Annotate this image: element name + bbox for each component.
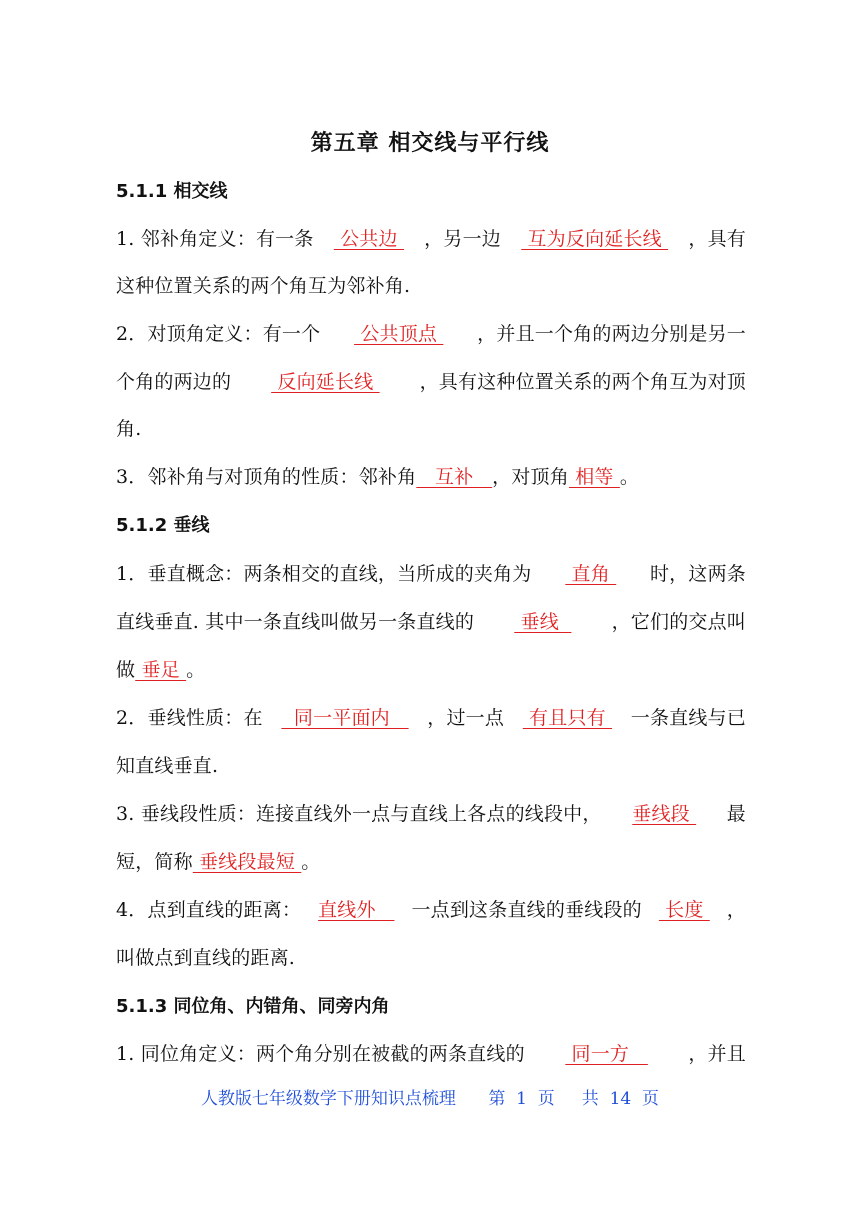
text: 短，简称: [116, 851, 193, 873]
page-footer: 人教版七年级数学下册知识点梳理 第 1 页 共 14 页: [200, 1089, 660, 1109]
text: 直线垂直. 其中一条直线叫做另一条直线的: [116, 611, 475, 633]
text: ，具有这种位置关系的两个角互为对顶: [419, 371, 746, 393]
paragraph-line: [116, 319, 746, 346]
text: 这种位置关系的两个角互为邻补角.: [116, 275, 411, 297]
answer-blank: 同一方: [565, 1043, 648, 1065]
paragraph-line: [116, 655, 746, 682]
paragraph-line: [116, 224, 746, 251]
paragraph-line: [116, 703, 746, 730]
answer-blank: 互补: [416, 466, 493, 488]
text: 一条直线与已: [630, 707, 746, 729]
paragraph-line: [116, 751, 746, 778]
answer-blank: 公共顶点: [354, 323, 444, 345]
paragraph-line: [116, 271, 746, 298]
paragraph-line: [116, 1039, 746, 1066]
section-heading-5-1-2: 5.1.2 垂线: [116, 515, 210, 536]
paragraph-line: [116, 367, 746, 394]
text: 知直线垂直.: [116, 755, 219, 777]
text: 叫做点到直线的距离.: [116, 947, 296, 969]
answer-blank: 互为反向延长线: [521, 228, 669, 250]
answer-blank: 公共边: [333, 228, 404, 250]
answer-blank: 直角: [565, 563, 617, 585]
text: 4．点到直线的距离：: [116, 899, 302, 921]
text: 2．对顶角定义：有一个: [116, 323, 321, 345]
text: ，: [726, 899, 746, 921]
text: 。: [619, 466, 640, 488]
text: 3．邻补角与对顶角的性质：邻补角: [116, 466, 417, 488]
text: 最: [726, 803, 746, 825]
section-heading-5-1-3: 5.1.3 同位角、内错角、同旁内角: [116, 996, 390, 1017]
text: 角.: [116, 418, 142, 440]
text: 。: [301, 851, 321, 873]
paragraph-line: [116, 462, 746, 489]
answer-blank: 垂足: [135, 659, 187, 681]
text: 1. 邻补角定义：有一条: [116, 228, 314, 250]
answer-blank: 相等: [568, 466, 620, 488]
text: ，它们的交点叫: [611, 611, 746, 633]
text: 。: [186, 659, 206, 681]
paragraph-line: [116, 414, 746, 441]
paragraph-line: [116, 847, 746, 874]
answer-blank: 垂线段: [632, 803, 697, 825]
text: ，具有: [688, 228, 746, 250]
text: ，对顶角: [492, 466, 569, 488]
answer-blank: 同一平面内: [281, 707, 409, 729]
paragraph-line: [116, 607, 746, 634]
answer-blank: 垂线: [514, 611, 572, 633]
answer-blank: 垂线段最短: [192, 851, 302, 873]
text: 2．垂线性质：在: [116, 707, 263, 729]
text: ，并且一个角的两边分别是另一: [477, 323, 746, 345]
chapter-title: 第五章 相交线与平行线: [310, 130, 550, 156]
text: ，过一点: [427, 707, 505, 729]
answer-blank: 有且只有: [522, 707, 613, 729]
section-heading-5-1-1: 5.1.1 相交线: [116, 181, 228, 202]
paragraph-line: [116, 943, 746, 970]
text: 时，这两条: [649, 563, 746, 585]
text: ，另一边: [424, 228, 501, 250]
text: 1．垂直概念：两条相交的直线，当所成的夹角为: [116, 563, 532, 585]
paragraph-line: [116, 895, 746, 922]
answer-blank: 直线外: [318, 899, 395, 921]
answer-blank: 反向延长线: [271, 371, 380, 393]
text: 一点到这条直线的垂线段的: [411, 899, 642, 921]
paragraph-line: [116, 799, 746, 826]
text: 个角的两边的: [116, 371, 232, 393]
paragraph-line: [116, 559, 746, 586]
answer-blank: 长度: [658, 899, 710, 921]
text: ，并且: [688, 1043, 746, 1065]
text: 做: [116, 659, 136, 681]
text: 1. 同位角定义：两个角分别在被截的两条直线的: [116, 1043, 525, 1065]
text: 3. 垂线段性质：连接直线外一点与直线上各点的线段中，: [116, 803, 602, 825]
